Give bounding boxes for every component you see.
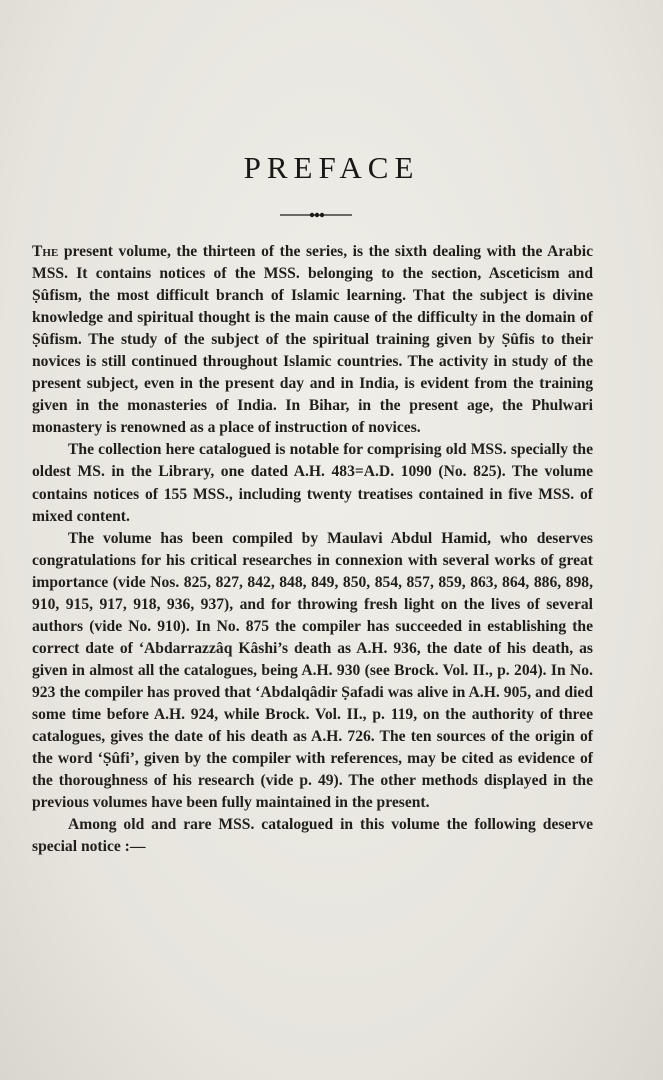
preface-body [32, 241, 593, 858]
paragraph-intro [32, 241, 593, 439]
paragraph-compiler [32, 528, 593, 815]
paragraph-text: The volume has been compiled by Maulavi Abdul Hamid, who deserves congratulations for his critical researches in connexion with several works of great importance (vide Nos. 825, 827, 842, 848, 849, 850, 854, 857, 859, 863, 864, 886, 898, 910, 915, 917, 918, 936, 937), and for throwing fresh light on the lives of several authors (vide No. 910). In No. 875 the compiler has succeeded in establishing the correct date of ‘Abdarrazzâq Kâshi’s death as A.H. 936, the date of his death, as given in almost all the catalogues, being A.H. 930 (see Brock. Vol. II., p. 204). In No. 923 the compiler has proved that ‘Abdalqâdir Ṣafadi was alive in A.H. 905, and died some time before A.H. 924, while Brock. Vol. II., p. 119, on the authority of three catalogues, gives the date of his death as A.H. 726. The ten sources of the origin of the word ‘Ṣûfi’, given by the compiler with references, may be cited as evidence of the thoroughness of his research (vide p. 49). The other methods displayed in the previous volumes have been fully maintained in the present. [32, 529, 593, 812]
page-title: PREFACE [243, 150, 420, 185]
paragraph-notice [32, 814, 593, 858]
title-ornament-rule [280, 211, 352, 219]
paragraph-collection [32, 439, 593, 527]
paragraph-lead-word: The [32, 243, 59, 260]
paragraph-text: The collection here catalogued is notable for comprising old MSS. specially the oldest MS. in the Library, one dated A.H. 483=A.D. 1090 (No. 825). The volume contains notices of 155 MSS., including twenty treatises contained in five MSS. of mixed content. [32, 441, 593, 525]
paragraph-text: Among old and rare MSS. catalogued in this volume the following deserve special notice :— [32, 816, 593, 856]
paragraph-text: present volume, the thirteen of the series, is the sixth dealing with the Arabic MSS. It contains notices of the MSS. belonging to the section, Asceticism and Ṣûfism, the most difficult branch of Islamic learning. That the subject is divine knowledge and spiritual thought is the main cause of the difficulty in the domain of Ṣûfism. The study of the subject of the spiritual training given by Ṣûfis to their novices is still continued throughout Islamic countries. The activity in study of the present subject, even in the present day and in India, is evident from the training given in the monasteries of India. In Bihar, in the present age, the Phulwari monastery is renowned as a place of instruction of novices. [32, 243, 593, 437]
